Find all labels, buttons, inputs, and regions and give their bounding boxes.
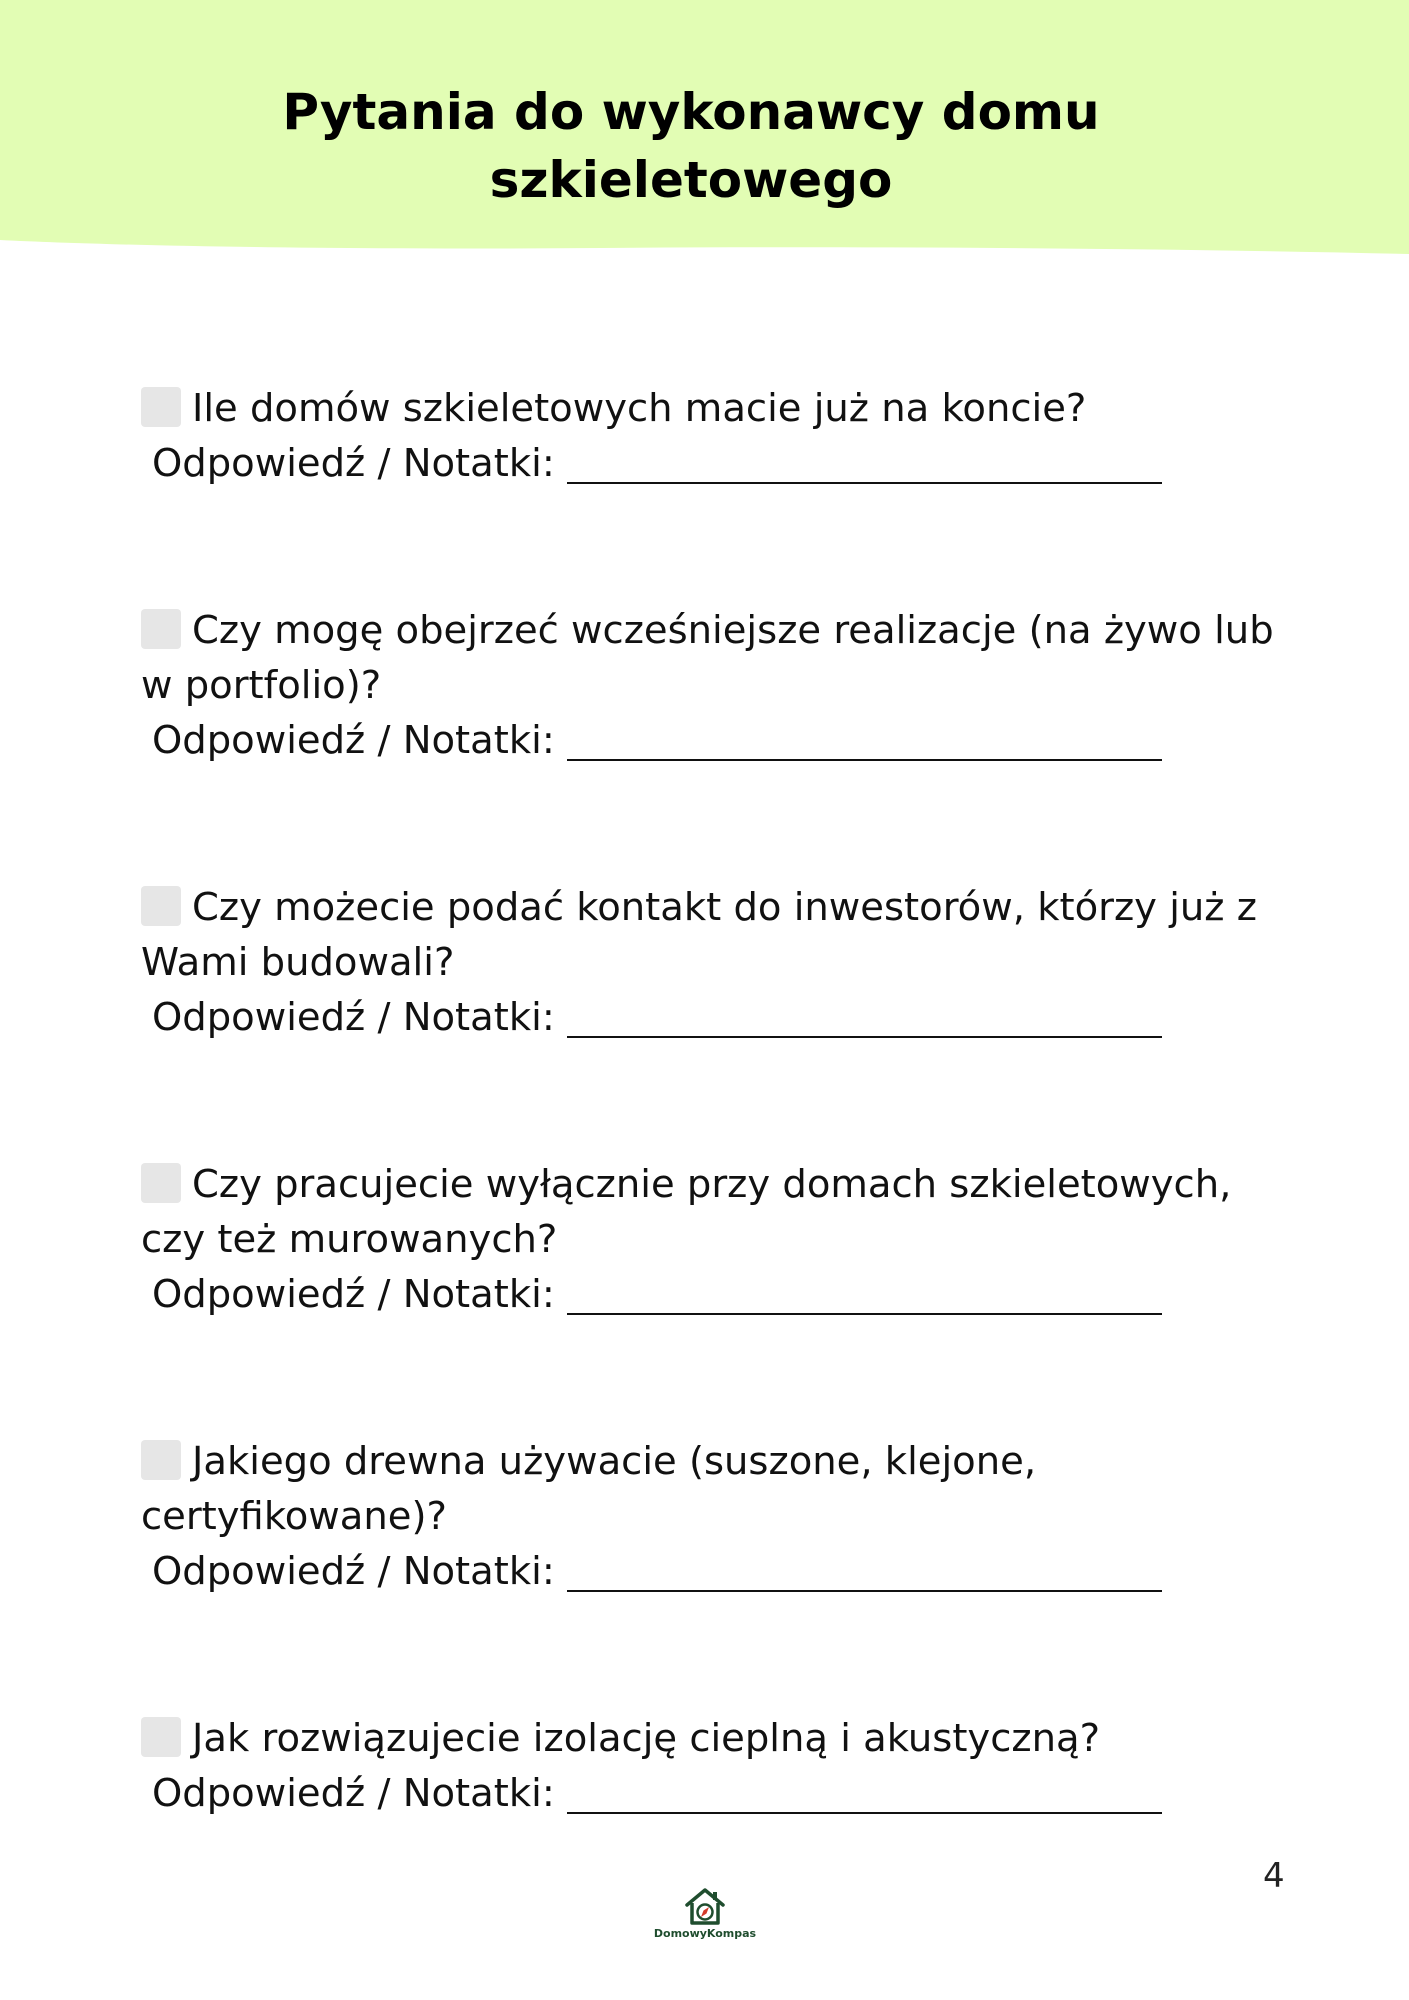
answer-label: Odpowiedź / Notatki: (152, 1549, 555, 1594)
answer-field[interactable] (567, 1772, 1162, 1814)
answer-line (141, 1766, 1241, 1821)
question-line-1: Czy pracujecie wyłącznie przy domach szkieletowych, (192, 1162, 1232, 1207)
answer-line (141, 990, 1241, 1045)
question-text (141, 1157, 1241, 1212)
question-item-6 (141, 1711, 1241, 1821)
question-checkbox[interactable] (141, 886, 181, 926)
footer-logo (651, 1886, 759, 1941)
answer-field[interactable] (567, 996, 1162, 1038)
answer-label: Odpowiedź / Notatki: (152, 441, 555, 486)
answer-label: Odpowiedź / Notatki: (152, 718, 555, 763)
answer-field[interactable] (567, 1550, 1162, 1592)
question-line-1: Jak rozwiązujecie izolację cieplną i akustyczną? (192, 1716, 1101, 1761)
question-line-2: czy też murowanych? (141, 1217, 558, 1262)
question-text (141, 603, 1274, 658)
question-line-1: Czy mogę obejrzeć wcześniejsze realizacje (na żywo lub (192, 608, 1274, 653)
question-line-2: w portfolio)? (141, 663, 382, 708)
question-checkbox[interactable] (141, 609, 181, 649)
question-checkbox[interactable] (141, 387, 181, 427)
question-checkbox[interactable] (141, 1440, 181, 1480)
page-title (0, 78, 1382, 214)
answer-label: Odpowiedź / Notatki: (152, 1272, 555, 1317)
question-text (141, 1434, 1241, 1489)
question-text (141, 381, 1241, 436)
logo-text: DomowyKompas (653, 1927, 757, 1940)
answer-label: Odpowiedź / Notatki: (152, 1771, 555, 1816)
answer-field[interactable] (567, 719, 1162, 761)
answer-line (141, 713, 1241, 768)
question-checkbox[interactable] (141, 1163, 181, 1203)
question-line-1: Ile domów szkieletowych macie już na koncie? (192, 386, 1087, 431)
page-number: 4 (1263, 1856, 1285, 1896)
question-checkbox[interactable] (141, 1717, 181, 1757)
question-item-4 (141, 1157, 1241, 1322)
question-item-3 (141, 880, 1257, 1045)
answer-line (141, 1544, 1241, 1599)
answer-label: Odpowiedź / Notatki: (152, 995, 555, 1040)
page-title-line-2: szkieletowego (489, 151, 893, 209)
answer-field[interactable] (567, 1273, 1162, 1315)
answer-field[interactable] (567, 442, 1162, 484)
house-compass-icon (683, 1886, 727, 1926)
question-line-2: Wami budowali? (141, 940, 455, 985)
question-line-2: certyfikowane)? (141, 1494, 447, 1539)
answer-line (141, 436, 1241, 491)
question-line-1: Jakiego drewna używacie (suszone, klejone, (192, 1439, 1037, 1484)
question-item-5 (141, 1434, 1241, 1599)
page-title-line-1: Pytania do wykonawcy domu (282, 83, 1100, 141)
answer-line (141, 1267, 1241, 1322)
question-item-1 (141, 381, 1241, 491)
question-line-1: Czy możecie podać kontakt do inwestorów, którzy już z (192, 885, 1257, 930)
question-text (141, 880, 1257, 935)
question-text (141, 1711, 1241, 1766)
question-item-2 (141, 603, 1274, 768)
